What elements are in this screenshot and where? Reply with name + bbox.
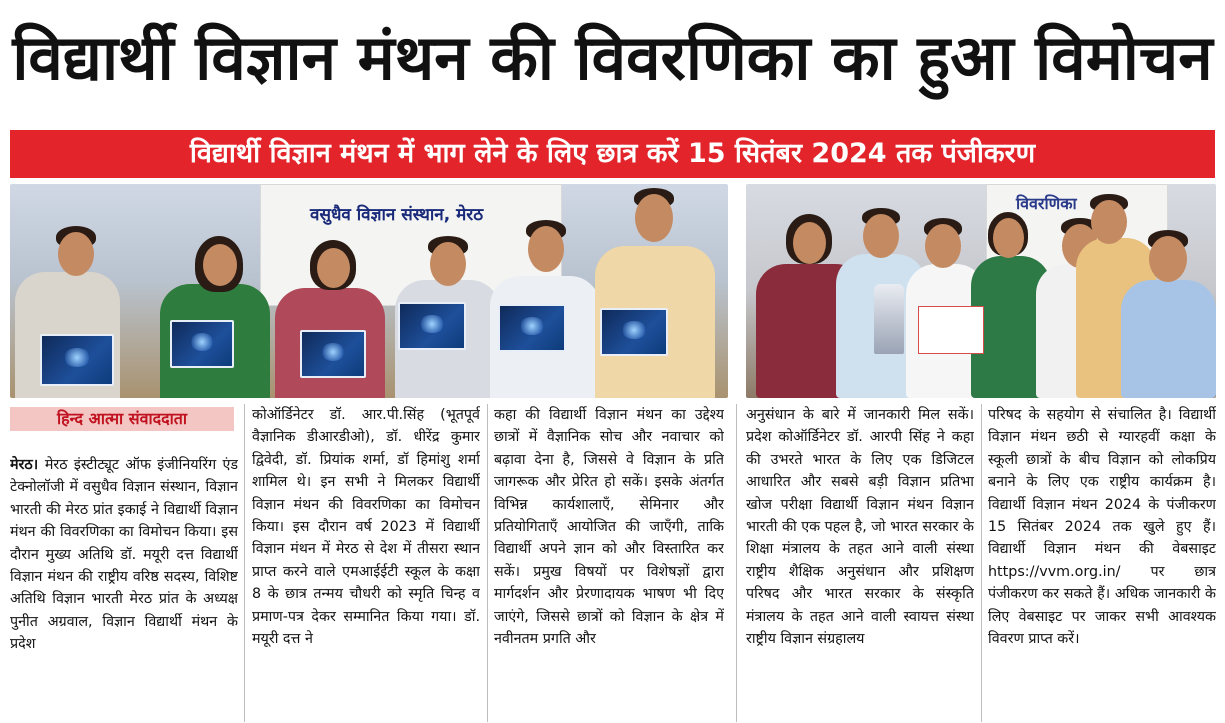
booklet (398, 302, 466, 350)
booklet (40, 334, 114, 386)
column-divider (981, 404, 982, 722)
headline: विद्यार्थी विज्ञान मंथन की विवरणिका का हुआ विमोचन (12, 21, 1213, 94)
student-honour-photo (746, 184, 1216, 398)
article-column-2: कोऑर्डिनेटर डॉ. आर.पी.सिंह (भूतपूर्व वैज्ञानिक डीआरडीओ), डॉ. धीरेंद्र कुमार द्विवेदी, डॉ. प्रियांक शर्मा, डॉ हिमांशु शर्मा शामिल थे। इन सभी ने मिलकर विद्यार्थी विज्ञान मंथन की विवरणिका का विमोचन किया। इस दौरान वर्ष 2023 में विद्यार्थी विज्ञान मंथन में मेरठ से देश में तीसरा स्थान प्राप्त करने वाले एमआईईटी स्कूल के कक्षा 8 के छात्र तन्मय चौधरी को स्मृति चिन्ह व प्रमाण-पत्र देकर सम्मानित किया गया। डॉ. मयूरी दत्त ने (252, 407, 480, 648)
byline: हिन्द आत्मा संवाददाता (10, 407, 234, 431)
book-release-photo (10, 184, 728, 398)
column-divider (487, 404, 488, 722)
article-column-1 (10, 454, 238, 722)
booklet (300, 330, 366, 378)
subheadline-banner: विद्यार्थी विज्ञान मंथन में भाग लेने के लिए छात्र करें 15 सितंबर 2024 तक पंजीकरण (10, 130, 1215, 178)
column-divider (244, 404, 245, 722)
trophy-icon (874, 284, 904, 354)
article-column-3: कहा की विद्यार्थी विज्ञान मंथन का उद्देश्य छात्रों में वैज्ञानिक सोच और नवाचार को बढ़ावा देना है, जिससे वे विज्ञान के प्रति जागरूक और प्रेरित हो सकें। इसके अंतर्गत विभिन्न कार्यशालाएँ, सेमिनार और प्रतियोगिताएँ आयोजित की जाएँगी, ताकि विद्यार्थी अपने ज्ञान को और विस्तारित कर सकें। प्रमुख विषयों पर विशेषज्ञों द्वारा मार्गदर्शन और प्रेरणादायक भाषण भी दिए जाएंगे, जिससे छात्रों को विज्ञान के क्षेत्र में नवीनतम प्रगति और (494, 407, 724, 648)
article-column-4: अनुसंधान के बारे में जानकारी मिल सकें। प्रदेश कोऑर्डिनेटर डॉ. आरपी सिंह ने कहा की उभरते भारत के लिए एक डिजिटल आधारित और सबसे बड़ी विज्ञान प्रतिभा खोज परीक्षा विद्यार्थी विज्ञान मंथन विज्ञान भारती की एक पहल है, जो भारत सरकार के शिक्षा मंत्रालय के तहत आने वाली संस्था राष्ट्रीय शैक्षिक अनुसंधान और प्रशिक्षण परिषद और भारत सरकार के संस्कृति मंत्रालय के तहत आने वाली स्वायत्त संस्था राष्ट्रीय विज्ञान संग्रहालय (746, 407, 974, 648)
booklet (600, 308, 668, 356)
article-column-1-text: मेरठ इंस्टीट्यूट ऑफ इंजीनियरिंग एंड टेक्नोलॉजी में वसुधैव विज्ञान संस्थान, विज्ञान भारती की मेरठ प्रांत इकाई ने विद्यार्थी विज्ञान मंथन की विवरणिका का विमोचन किया। इस दौरान मुख्य अतिथि डॉ. मयूरी दत्त विद्यार्थी विज्ञान मंथन की राष्ट्रीय वरिष्ठ सदस्य, विशिष्ट अतिथि विज्ञान भारती मेरठ प्रांत के अध्यक्ष पुनीत अग्रवाल, विज्ञान विद्यार्थी मंथन के प्रदेश (10, 457, 238, 653)
column-divider (736, 404, 737, 722)
booklet (498, 304, 566, 352)
wall-banner-text: विवरणिका (1016, 194, 1077, 213)
wall-banner-text: वसुधैव विज्ञान संस्थान, मेरठ (310, 205, 484, 225)
booklet (170, 320, 234, 368)
article-column-5: परिषद के सहयोग से संचालित है। विद्यार्थी विज्ञान मंथन छठी से ग्यारहवीं कक्षा के स्कूली छात्रों के बीच विज्ञान को लोकप्रिय बनाने के लिए एक राष्ट्रीय कार्यक्रम है। विद्यार्थी विज्ञान मंथन 2024 के पंजीकरण 15 सितंबर 2024 तक खुले हुए हैं। विद्यार्थी विज्ञान मंथन की वेबसाइट https://vvm.org.in/ पर छात्र पंजीकरण कर सकते हैं। अधिक जानकारी के लिए वेबसाइट पर जाकर सभी आवश्यक विवरण प्राप्त करें। (988, 407, 1216, 648)
dateline: मेरठ। (10, 457, 45, 473)
certificate (918, 306, 984, 354)
